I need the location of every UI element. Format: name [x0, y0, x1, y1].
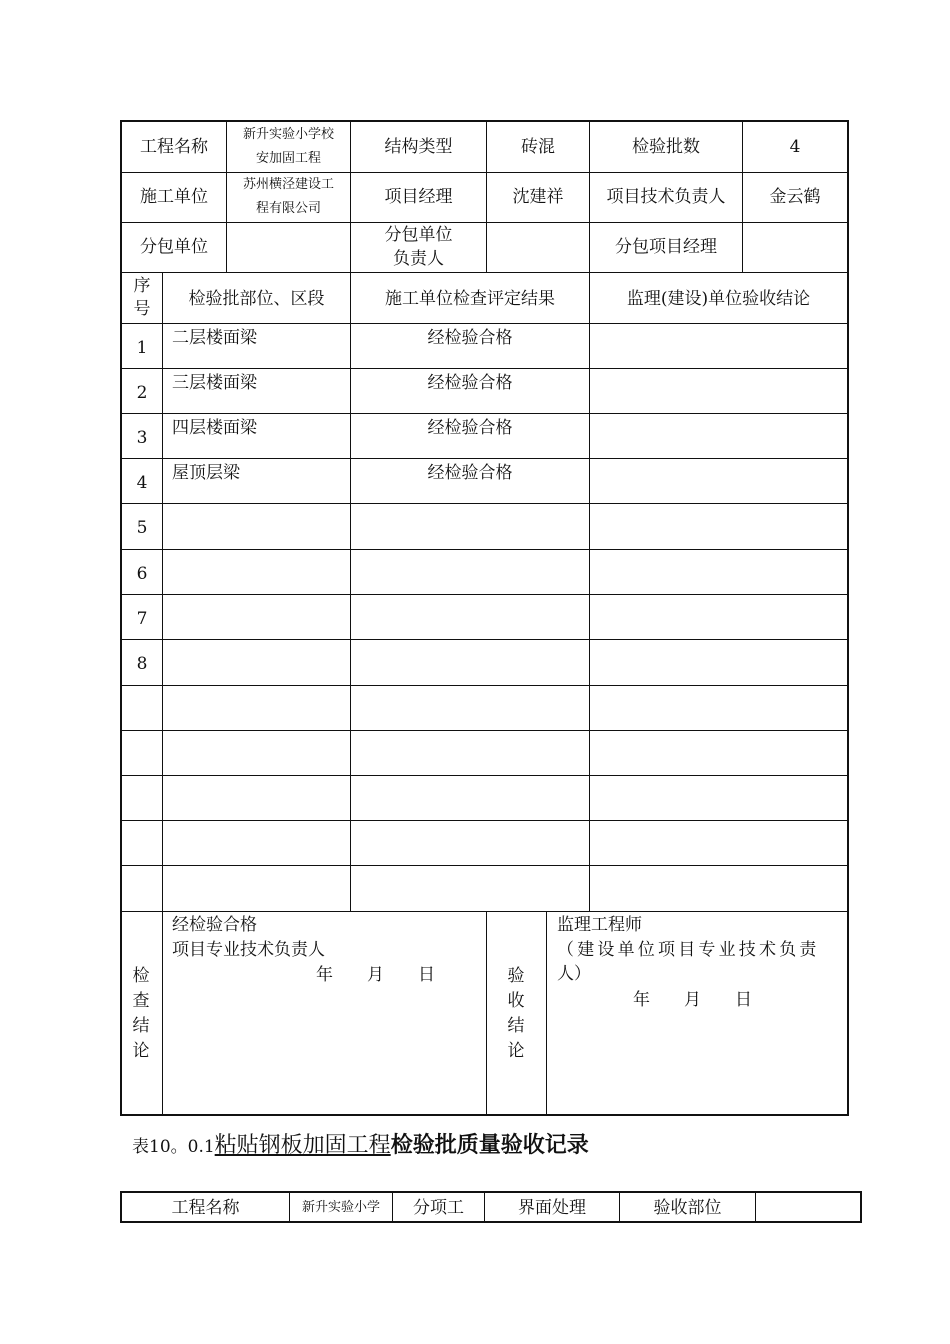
subcontract-unit-label: 分包单位: [140, 237, 208, 257]
row-part: 二层楼面梁: [172, 328, 257, 348]
project-manager-value: 沈建祥: [512, 187, 564, 207]
form2-accept-part-label: 验收部位: [653, 1198, 722, 1218]
form2-subitem-value: 界面处理: [518, 1198, 586, 1218]
check-date: 年 月 日: [316, 965, 435, 985]
form2-subitem-label: 分项工: [413, 1198, 464, 1218]
row-number: 8: [136, 654, 148, 674]
col-seq-line1: 序: [133, 276, 151, 296]
check-conclusion-label: 检 查 结 论: [132, 966, 150, 1061]
row-part: 四层楼面梁: [172, 418, 257, 438]
tech-lead-label: 项目技术负责人: [606, 187, 726, 207]
caption-rest: 检验批质量验收记录: [390, 1133, 589, 1158]
owner-responsible-label-cont: 人）: [557, 964, 591, 984]
project-manager-label: 项目经理: [384, 187, 453, 207]
row-construction-result: 经检验合格: [427, 373, 513, 393]
row-construction-result: 经检验合格: [427, 463, 513, 483]
acceptance-conclusion-label: 验 收 结 论: [507, 966, 525, 1061]
structure-type-label: 结构类型: [384, 137, 453, 157]
form2-project-name-label: 工程名称: [171, 1198, 240, 1218]
construction-unit-value-line1: 苏州横泾建设工: [242, 177, 334, 192]
table-number: 表10。0.1: [132, 1137, 215, 1157]
subcontract-lead-label-line2: 负责人: [393, 249, 444, 269]
subcontract-lead-label-line1: 分包单位: [384, 225, 453, 245]
col-part: 检验批部位、区段: [188, 289, 325, 309]
project-name-value-line2: 安加固工程: [255, 151, 321, 166]
col-supervision-result: 监理(建设)单位验收结论: [626, 289, 811, 309]
tech-lead-value: 金云鹤: [769, 187, 821, 207]
table-caption: [132, 1128, 589, 1159]
row-construction-result: 经检验合格: [427, 328, 513, 348]
row-number: 3: [136, 428, 148, 448]
construction-unit-value-line2: 程有限公司: [255, 201, 321, 216]
row-part: 三层楼面梁: [172, 373, 257, 393]
col-seq-line2: 号: [133, 299, 151, 319]
row-number: 5: [136, 518, 148, 538]
row-number: 6: [136, 564, 148, 584]
row-number: 7: [136, 609, 148, 629]
project-name-label: 工程名称: [140, 137, 208, 157]
acceptance-date: 年 月 日: [633, 990, 752, 1010]
batch-count-value: 4: [789, 137, 801, 157]
row-number: 2: [136, 383, 148, 403]
project-name-value-line1: 新升实验小学校: [242, 127, 334, 142]
check-result-text: 经检验合格: [172, 915, 257, 935]
row-number: 4: [136, 473, 148, 493]
row-number: 1: [136, 338, 148, 358]
construction-unit-label: 施工单位: [140, 187, 208, 207]
caption-underlined: 粘贴钢板加固工程: [214, 1133, 391, 1158]
check-responsible-label: 项目专业技术负责人: [172, 940, 325, 960]
supervising-engineer-label: 监理工程师: [557, 915, 642, 935]
row-part: 屋顶层梁: [172, 463, 240, 483]
form2-project-name-value: 新升实验小学: [301, 1200, 380, 1215]
col-construction-result: 施工单位检查评定结果: [385, 289, 555, 309]
row-construction-result: 经检验合格: [427, 418, 513, 438]
structure-type-value: 砖混: [521, 137, 555, 157]
owner-responsible-label: （建设单位项目专业技术负责: [557, 940, 820, 960]
subcontract-manager-label: 分包项目经理: [615, 237, 717, 257]
batch-count-label: 检验批数: [632, 137, 700, 157]
